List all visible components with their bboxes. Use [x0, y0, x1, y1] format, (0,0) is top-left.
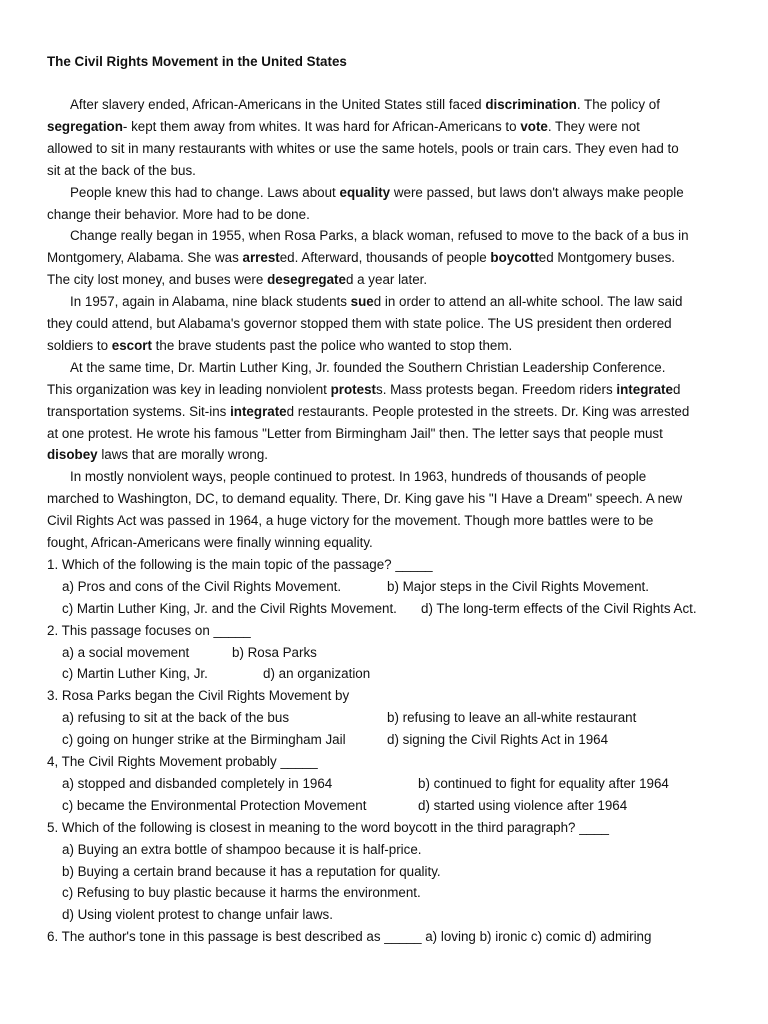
passage-text: d — [672, 381, 681, 397]
passage-text: transportation systems. Sit-ins — [47, 403, 231, 419]
passage-text: - kept them away from whites. It was hard for African-Americans to — [122, 118, 521, 134]
answer-option: c) Martin Luther King, Jr. — [62, 666, 208, 682]
passage-text: This organization was key in leading nonviolent — [47, 381, 331, 397]
passage-text: laws that are morally wrong. — [97, 447, 269, 463]
passage-line — [70, 292, 682, 312]
vocab-word: escort — [111, 337, 152, 353]
passage-text: . The policy of — [576, 97, 660, 112]
passage-line — [70, 467, 646, 487]
passage-text: the brave students past the police who wanted to stop them. — [151, 337, 513, 353]
passage-line — [47, 533, 373, 553]
answer-option: b) refusing to leave an all-white restaurant — [387, 710, 637, 726]
passage-text: In 1957, again in Alabama, nine black students — [70, 294, 351, 310]
passage-text: s. Mass protests began. Freedom riders — [376, 381, 617, 397]
passage-text: d restaurants. People protested in the streets. Dr. King was arrested — [286, 403, 690, 419]
passage-line — [47, 205, 310, 225]
vocab-word: sue — [350, 294, 374, 310]
vocab-word: integrate — [616, 381, 673, 397]
vocab-word: arrest — [242, 250, 280, 266]
passage-text: People knew this had to change. Laws about — [70, 184, 340, 200]
passage-text: soldiers to — [47, 337, 112, 353]
vocab-word: integrate — [230, 403, 287, 419]
vocab-word: vote — [520, 118, 548, 134]
passage-text: marched to Washington, DC, to demand equality. There, Dr. King gave his "I Have a Dream" speech. A new — [47, 491, 683, 507]
passage-line — [70, 358, 665, 378]
passage-line — [47, 139, 679, 159]
passage-text: At the same time, Dr. Martin Luther King, Jr. founded the Southern Christian Leadership Conference. — [70, 359, 666, 375]
answer-option: d) Using violent protest to change unfair laws. — [62, 907, 333, 923]
answer-option: a) a social movement — [62, 644, 190, 660]
passage-line — [47, 248, 675, 268]
answer-option: a) Pros and cons of the Civil Rights Movement. — [62, 578, 342, 594]
passage-text: ed. Afterward, thousands of people — [279, 250, 491, 266]
answer-option: b) Rosa Parks — [232, 644, 317, 660]
question-text: 3. Rosa Parks began the Civil Rights Movement by — [47, 688, 350, 704]
vocab-word: desegregate — [267, 272, 346, 288]
answer-option: d) The long-term effects of the Civil Rights Act. — [421, 600, 697, 616]
question-text: 2. This passage focuses on _____ — [47, 622, 251, 638]
answer-option: a) Buying an extra bottle of shampoo because it is half-price. — [62, 841, 422, 857]
passage-text: d a year later. — [345, 272, 428, 288]
passage-text: were passed, but laws don't always make people — [390, 184, 684, 200]
passage-text: Civil Rights Act was passed in 1964, a huge victory for the movement. Though more battles were to be — [47, 513, 654, 529]
passage-line — [47, 314, 672, 334]
passage-text: allowed to sit in many restaurants with whites or use the same hotels, pools or train cars. They even had to — [47, 140, 679, 156]
passage-line — [47, 511, 653, 531]
passage-line — [47, 270, 427, 290]
passage-line — [70, 226, 689, 246]
answer-option: a) refusing to sit at the back of the bus — [62, 710, 290, 726]
passage-text: at one protest. He wrote his famous "Letter from Birmingham Jail" then. The letter says that people must — [47, 425, 663, 441]
passage-line — [47, 161, 196, 181]
vocab-word: segregation — [47, 118, 123, 134]
passage-text: The city lost money, and buses were — [47, 272, 268, 288]
answer-option: c) going on hunger strike at the Birmingham Jail — [62, 732, 346, 748]
question-text: 5. Which of the following is closest in meaning to the word boycott in the third paragraph? ____ — [47, 819, 609, 835]
vocab-word: protest — [330, 381, 376, 397]
vocab-word: discrimination — [485, 97, 577, 112]
answer-option: b) continued to fight for equality after 1964 — [418, 775, 669, 791]
passage-text: Montgomery, Alabama. She was — [47, 250, 243, 266]
question-text: 6. The author's tone in this passage is best described as _____ a) loving b) ironic c) comic d) admiring — [47, 929, 652, 945]
answer-option: d) started using violence after 1964 — [418, 797, 628, 813]
passage-line — [47, 117, 640, 137]
answer-option: d) signing the Civil Rights Act in 1964 — [387, 732, 609, 748]
passage-text: they could attend, but Alabama's governor stopped them with state police. The US president then ordered — [47, 316, 672, 331]
vocab-word: disobey — [47, 447, 98, 463]
answer-option: d) an organization — [263, 666, 371, 682]
page-title: The Civil Rights Movement in the United States — [47, 54, 347, 69]
passage-text: change their behavior. More had to be done. — [47, 206, 310, 222]
passage-line — [70, 183, 684, 203]
passage-line — [70, 95, 660, 115]
answer-option: c) Refusing to buy plastic because it harms the environment. — [62, 885, 421, 901]
question-text: 4, The Civil Rights Movement probably _____ — [47, 754, 318, 769]
answer-option: c) Martin Luther King, Jr. and the Civil Rights Movement. — [62, 600, 397, 616]
passage-line — [47, 445, 268, 465]
passage-text: d in order to attend an all-white school. The law said — [373, 294, 683, 310]
passage-text: After slavery ended, African-Americans in the United States still faced — [70, 97, 486, 112]
answer-option: b) Buying a certain brand because it has a reputation for quality. — [62, 863, 441, 879]
answer-option: b) Major steps in the Civil Rights Movement. — [387, 578, 649, 594]
passage-line — [47, 402, 689, 422]
vocab-word: equality — [339, 184, 391, 200]
passage-text: . They were not — [547, 118, 640, 134]
passage-text: ed Montgomery buses. — [538, 250, 675, 266]
passage-text: sit at the back of the bus. — [47, 162, 196, 178]
answer-option: c) became the Environmental Protection Movement — [62, 797, 367, 813]
answer-option: a) stopped and disbanded completely in 1964 — [62, 775, 333, 791]
question-text: 1. Which of the following is the main topic of the passage? _____ — [47, 556, 433, 572]
passage-line — [47, 489, 682, 509]
vocab-word: boycott — [490, 250, 539, 266]
passage-text: In mostly nonviolent ways, people continued to protest. In 1963, hundreds of thousands of people — [70, 469, 647, 485]
passage-line — [47, 336, 512, 356]
passage-line — [47, 380, 680, 400]
passage-line — [47, 424, 663, 444]
passage-text: fought, African-Americans were finally winning equality. — [47, 535, 373, 550]
passage-text: Change really began in 1955, when Rosa Parks, a black woman, refused to move to the back of a bus in — [70, 228, 689, 244]
